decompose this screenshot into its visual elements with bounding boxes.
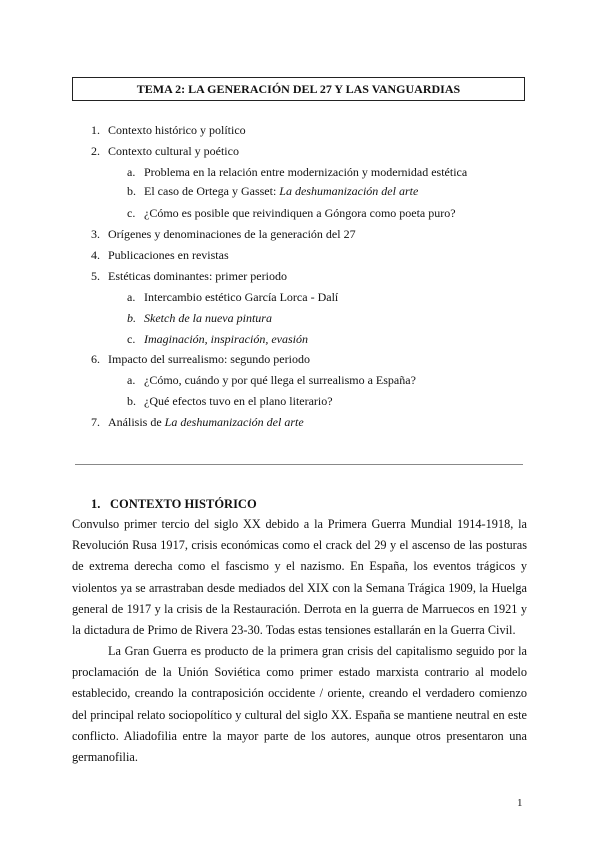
- horizontal-divider: [75, 464, 523, 465]
- toc-number: 2.: [91, 144, 100, 158]
- document-title: TEMA 2: LA GENERACIÓN DEL 27 Y LAS VANGUARDIAS: [136, 81, 461, 96]
- toc-text: Impacto del surrealismo: segundo periodo: [108, 352, 310, 366]
- toc-text: ¿Qué efectos tuvo en el plano literario?: [144, 394, 333, 408]
- toc-text: Problema en la relación entre modernización y modernidad estética: [144, 165, 468, 179]
- toc-number: c.: [127, 206, 136, 220]
- toc-text: Intercambio estético García Lorca - Dalí: [144, 290, 339, 304]
- toc-number: a.: [127, 290, 136, 304]
- toc-text: El caso de Ortega y Gasset:: [144, 184, 280, 198]
- toc-text-italic: La deshumanización del arte: [279, 184, 419, 198]
- body-paragraph: La Gran Guerra es producto de la primera gran crisis del capitalismo seguido por la proclamación de la Unión Soviética como primer estado marxista contrario al modelo establecido, creando la contraposición occidente / oriente, creando el verdadero comienzo del principal relato sociopolítico y cultural del siglo XX. España se mantiene neutral en este conflicto. Aliadofilia entre la mayor parte de los autores, aunque otros presentaron una germanofilia.: [72, 644, 527, 765]
- toc-text: Imaginación, inspiración, evasión: [144, 332, 308, 346]
- page-number: 1: [517, 797, 523, 809]
- toc-text: ¿Cómo es posible que reivindiquen a Góngora como poeta puro?: [144, 206, 456, 220]
- toc-number: 1.: [91, 123, 100, 137]
- toc-text: Análisis de: [108, 415, 165, 429]
- toc-number: b.: [127, 184, 136, 198]
- section-number: 1.: [91, 497, 101, 511]
- body-paragraph: Convulso primer tercio del siglo XX debido a la Primera Guerra Mundial 1914-1918, la Revolución Rusa 1917, crisis económicas como el crack del 29 y el ascenso de las posturas de extrema derecha como el fascismo y el nazismo. En España, los eventos trágicos y violentos ya se arrastraban desde mediados del XIX con la Semana Trágica 1909, la Huelga general de 1917 y la crisis de la Restauración. Derrota en la guerra de Marruecos en 1921 y la dictadura de Primo de Rivera 23-30. Todas estas tensiones estallarán en la Guerra Civil.: [72, 517, 527, 638]
- toc-text: Contexto cultural y poético: [108, 144, 239, 158]
- toc-number: 7.: [91, 415, 100, 429]
- toc-number: 3.: [91, 227, 100, 241]
- toc-text: Estéticas dominantes: primer periodo: [108, 269, 287, 283]
- toc-text: Orígenes y denominaciones de la generación del 27: [108, 227, 356, 241]
- toc-text-italic: La deshumanización del arte: [164, 415, 304, 429]
- toc-text: ¿Cómo, cuándo y por qué llega el surrealismo a España?: [144, 373, 416, 387]
- toc-number: 4.: [91, 248, 100, 262]
- toc-text: Sketch de la nueva pintura: [144, 311, 272, 325]
- toc-number: b.: [127, 394, 136, 408]
- toc-number: c.: [127, 332, 136, 346]
- toc-text: Contexto histórico y político: [108, 123, 246, 137]
- toc-number: a.: [127, 373, 136, 387]
- toc-number: 5.: [91, 269, 100, 283]
- toc-text: Publicaciones en revistas: [108, 248, 229, 262]
- section-title: CONTEXTO HISTÓRICO: [110, 497, 257, 511]
- toc-number: a.: [127, 165, 136, 179]
- toc-number: 6.: [91, 352, 100, 366]
- toc-number: b.: [127, 311, 136, 325]
- document-title-box: [72, 77, 525, 101]
